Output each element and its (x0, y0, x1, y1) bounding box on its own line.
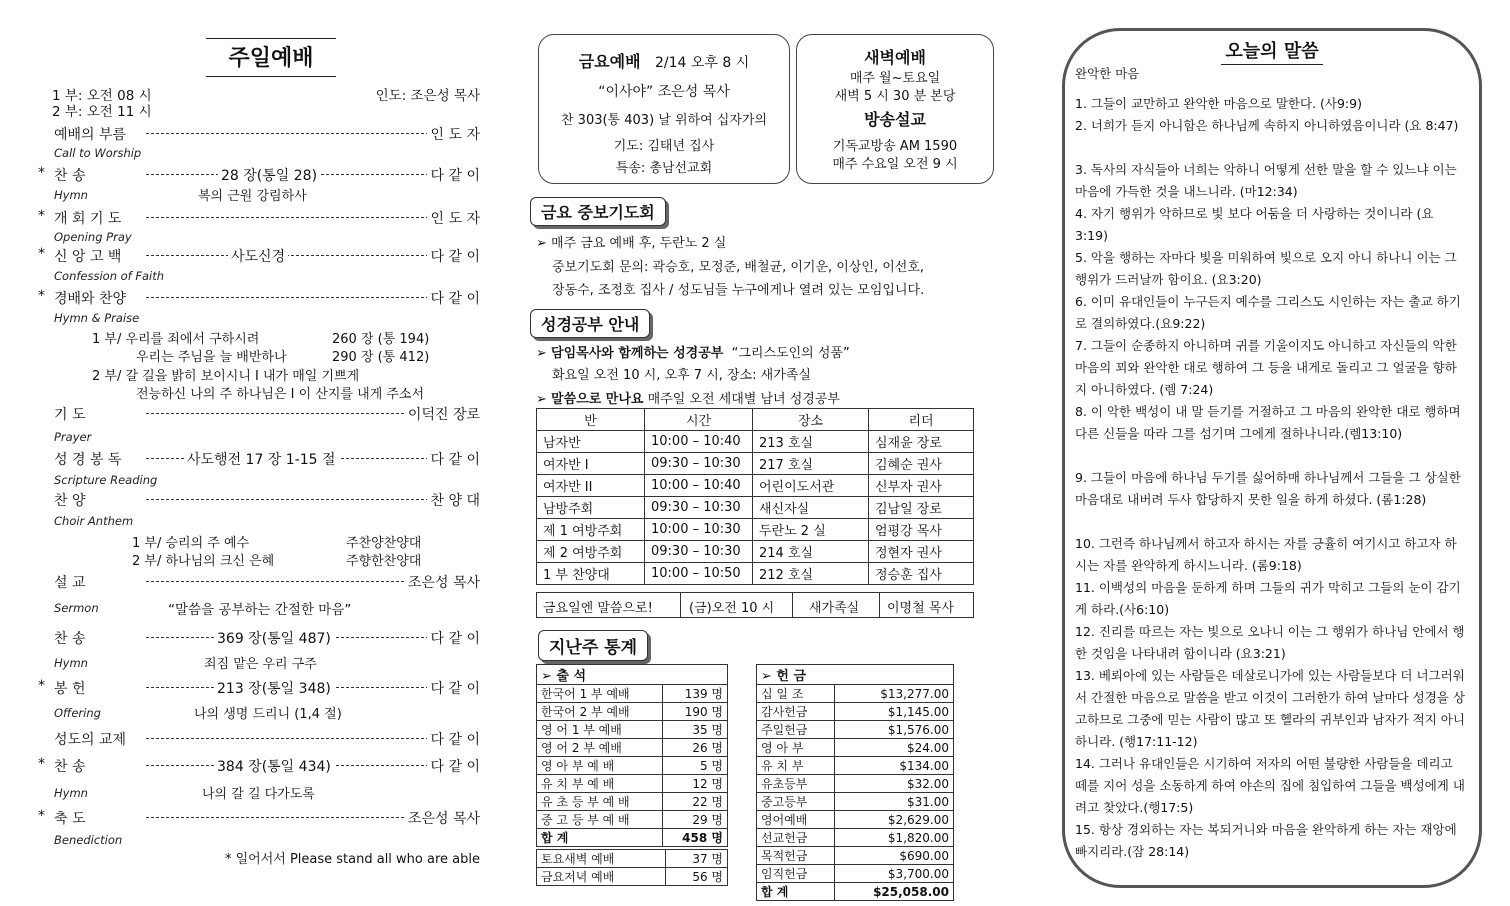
todays-word-title: 오늘의 말씀 (1221, 41, 1322, 65)
item-leader: 다 같 이 (427, 449, 480, 469)
study-b-title: 말씀으로 만나요 (551, 392, 644, 407)
item-detail: 369 장(통일 487) (214, 628, 334, 648)
order-prayer (38, 404, 480, 424)
cell-time: 09:30 – 10:30 (645, 497, 753, 519)
sermon-title: “말씀을 공부하는 간절한 마음” (168, 602, 352, 618)
broadcast-title: 방송설교 (864, 110, 926, 129)
item-leader: 다 같 이 (427, 729, 480, 749)
col-leader: 리더 (869, 409, 974, 431)
verse-13: 13. 베뢰아에 있는 사람들은 데살로니가에 있는 사람들보다 더 너그러워서 간절한 마음으로 말씀을 받고 이것이 그러한가 하여 날마다 성경을 상고하므로 그중에 믿는 사람이 많고 또 헬라의 귀부인과 남자가 적지 아니하니라. (행17:11-12) (1075, 668, 1465, 749)
col-place: 장소 (753, 409, 869, 431)
table-row: 유초등부 $32.00 (757, 775, 954, 793)
item-name: 찬 송 (54, 168, 86, 184)
cell-time: 10:00 – 10:30 (645, 519, 753, 541)
cell-place: 두란노 2 실 (753, 519, 869, 541)
intercession-schedule: 매주 금요 예배 후, 두란노 2 실 (551, 236, 727, 251)
verse-14: 14. 그러나 유대인들은 시기하여 저자의 어떤 불량한 사람들을 데리고 떼를 지어 성을 소동하게 하여 야손의 집에 침입하여 그들을 백성에게 내려고 찾았다.(행17:5) (1075, 756, 1465, 815)
table-row (537, 519, 974, 541)
cell-leader: 김남일 장로 (869, 497, 974, 519)
en-praise: Hymn & Praise (54, 311, 140, 325)
bible-study-table (536, 408, 974, 585)
item-name: 성 경 봉 독 (54, 452, 122, 468)
table-header-row (537, 409, 974, 431)
study-a-line: ➢ 담임목사와 함께하는 성경공부 “그리스도인의 성품” (536, 346, 850, 361)
friday-preacher: 조은성 목사 (657, 84, 730, 100)
todays-word-subtitle: 완악한 마음 (1075, 66, 1140, 81)
hymn-3-title: 나의 갈 길 다가도록 (202, 787, 315, 802)
choir-line-1-group: 주찬양찬양대 (346, 536, 422, 551)
cell-time: 10:00 – 10:40 (645, 431, 753, 453)
standing-mark: * (38, 756, 45, 772)
standing-mark: * (38, 246, 45, 262)
praise-line-2-song: 290 장 (통 412) (332, 350, 430, 365)
praise-line-3: 2 부/ 갈 길을 밝히 보이시니 I 내가 매일 기쁘게 (92, 369, 360, 384)
item-name: 찬 송 (54, 759, 86, 775)
cell-class: 1 부 찬양대 (537, 563, 645, 585)
sunday-worship-title: 주일예배 (206, 38, 336, 77)
broadcast-time: 매주 수요일 오전 9 시 (832, 157, 958, 172)
en-benediction: Benediction (54, 833, 123, 847)
intercession-line-1: ➢ 매주 금요 예배 후, 두란노 2 실 (536, 236, 727, 251)
table-row: 중 고 등 부 예 배 29 명 (537, 811, 728, 829)
friday-special-song: 특송: 총남선교회 (615, 161, 713, 176)
item-leader: 인 도 자 (427, 124, 480, 144)
item-leader: 조은성 목사 (404, 808, 480, 828)
choir-line-1: 1 부/ 승리의 주 예수 (132, 536, 250, 551)
item-name: 찬 양 (54, 493, 86, 509)
standing-mark: * (38, 808, 45, 824)
verse-2: 2. 너희가 듣지 아니함은 하나님께 속하지 아니하였음이니라 (요 8:47) (1075, 118, 1459, 133)
study-a-schedule: 화요일 오전 10 시, 오후 7 시, 장소: 새가족실 (552, 368, 811, 383)
table-row (537, 497, 974, 519)
stats-title: 지난주 통계 (538, 630, 648, 661)
order-hymn-2 (38, 628, 480, 648)
item-detail: 사도신경 (228, 246, 288, 266)
cell-place: 새신자실 (753, 497, 869, 519)
verse-11: 11. 이백성의 마음을 둔하게 하며 그들의 귀가 막히고 그들의 눈이 감기게 하라.(사6:10) (1075, 580, 1461, 617)
cell-place: 214 호실 (753, 541, 869, 563)
study-a-title: 담임목사와 함께하는 성경공부 (551, 346, 724, 361)
verse-9: 9. 그들이 마음에 하나님 두기를 싫어하매 하나님께서 그들을 그 상실한 마음대로 내버려 두사 합당하지 못한 일을 하게 하셨다. (롬1:28) (1075, 470, 1461, 507)
table-row (537, 563, 974, 585)
table-row: 목적헌금 $690.00 (757, 847, 954, 865)
cell-time: 10:00 – 10:40 (645, 475, 753, 497)
cell-leader: 정승훈 집사 (869, 563, 974, 585)
dawn-title: 새벽예배 (864, 48, 926, 67)
order-creed (38, 246, 480, 266)
service-time-1: 1 부: 오전 08 시 (52, 88, 152, 104)
table-row: 선교헌금 $1,820.00 (757, 829, 954, 847)
item-name: 성도의 교제 (54, 732, 127, 748)
dawn-days: 매주 월~토요일 (849, 71, 941, 86)
friday-prayer: 기도: 김태년 집사 (613, 139, 715, 154)
item-name: 축 도 (54, 811, 86, 827)
cell-leader: 정현자 권사 (869, 541, 974, 563)
item-name: 예배의 부름 (54, 127, 127, 143)
order-praise (38, 288, 480, 308)
order-scripture (38, 449, 480, 469)
item-leader: 다 같 이 (427, 288, 480, 308)
praise-line-1: 1 부/ 우리를 죄에서 구하시려 (92, 332, 260, 347)
cell-class: 남자반 (537, 431, 645, 453)
cell-place: 217 호실 (753, 453, 869, 475)
hymn-1-title: 복의 근원 강림하사 (198, 189, 307, 204)
table-row: 영 아 부 $24.00 (757, 739, 954, 757)
friday-hymn: 찬 303(통 403) 날 위하여 십자가의 (560, 113, 767, 128)
en-creed: Confession of Faith (54, 269, 165, 283)
table-row (537, 431, 974, 453)
praise-line-1-song: 260 장 (통 194) (332, 332, 430, 347)
order-sermon (38, 572, 480, 592)
table-row: 감사헌금 $1,145.00 (757, 703, 954, 721)
en-scripture: Scripture Reading (54, 473, 158, 487)
table-row: 임직헌금 $3,700.00 (757, 865, 954, 883)
study-b-line: ➢ 말씀으로 만나요 매주일 오전 세대별 남녀 성경공부 (536, 392, 840, 407)
attendance-total: 합 계 458 명 (537, 829, 728, 847)
study-b-desc: 매주일 오전 세대별 남녀 성경공부 (647, 392, 840, 407)
hymn-2-title: 죄짐 맡은 우리 구주 (204, 657, 317, 672)
cell-class: 여자반 II (537, 475, 645, 497)
en-hymn-1: Hymn (54, 188, 88, 202)
item-name: 찬 송 (54, 631, 86, 647)
en-hymn-2: Hymn (54, 656, 88, 670)
item-detail: 384 장(통일 434) (214, 756, 334, 776)
item-name: 봉 헌 (54, 681, 86, 697)
col-time: 시간 (645, 409, 753, 431)
item-detail: 28 장(통일 28) (218, 165, 320, 185)
verse-4: 4. 자기 행위가 악하므로 빛 보다 어둠을 더 사랑하는 것이니라 (요 3:19) (1075, 206, 1434, 243)
verse-10: 10. 그런즉 하나님께서 하고자 하시는 자를 긍휼히 여기시고 하고자 하시는 자를 완악하게 하시느니라. (롬9:18) (1075, 536, 1457, 573)
extra-attendance-table (536, 849, 728, 886)
offering-table (756, 664, 954, 901)
friday-sermon-title: “이사야” (598, 84, 654, 100)
friday-title: 금요예배 (578, 52, 641, 71)
verse-12: 12. 진리를 따르는 자는 빛으로 오나니 이는 그 행위가 하나님 안에서 행한 것임을 나타내려 함이니라 (요3:21) (1075, 624, 1465, 661)
item-leader: 인 도 자 (427, 208, 480, 228)
friday-study-bar (536, 592, 974, 618)
table-row: 영 아 부 예 배 5 명 (537, 757, 728, 775)
offering-hymn-title: 나의 생명 드리니 (1,4 절) (194, 707, 342, 722)
offering-header (757, 665, 954, 685)
dawn-service-box (796, 34, 994, 184)
friday-study-place: 새가족실 (809, 601, 860, 616)
order-opening-prayer (38, 208, 480, 228)
friday-study-leader: 이명철 목사 (887, 601, 954, 616)
en-hymn-3: Hymn (54, 786, 88, 800)
table-row: 한국어 2 부 예배 190 명 (537, 703, 728, 721)
praise-line-4: 전능하신 나의 주 하나님은 I 이 산지를 내게 주소서 (136, 387, 425, 402)
item-leader: 찬 양 대 (427, 490, 480, 510)
friday-date: 2/14 오후 8 시 (655, 55, 750, 71)
cell-class: 제 1 여방주회 (537, 519, 645, 541)
item-leader: 다 같 이 (427, 756, 480, 776)
cell-time: 09:30 – 10:30 (645, 453, 753, 475)
item-detail: 사도행전 17 장 1-15 절 (184, 449, 339, 469)
verse-6: 6. 이미 유대인들이 누구든지 예수를 그리스도 시인하는 자는 출교 하기로 결의하였다.(요9:22) (1075, 294, 1461, 331)
sunday-worship-order (38, 30, 488, 890)
verse-7: 7. 그들이 순종하지 아니하며 귀를 기울이지도 아니하고 자신들의 악한 마음의 꾀와 완악한 대로 행하여 그 등을 내게로 돌리고 그 얼굴을 향하지 아니하였다. (렘 7:24) (1075, 338, 1457, 397)
standing-mark: * (38, 288, 45, 304)
cell-class: 여자반 I (537, 453, 645, 475)
cell-place: 213 호실 (753, 431, 869, 453)
table-row: 십 일 조 $13,277.00 (757, 685, 954, 703)
item-leader: 다 같 이 (427, 165, 480, 185)
cell-leader: 심재윤 장로 (869, 431, 974, 453)
verse-1: 1. 그들이 교만하고 완악한 마음으로 말한다. (사9:9) (1075, 96, 1362, 111)
service-time-2: 2 부: 오전 11 시 (52, 104, 152, 120)
item-detail: 213 장(통일 348) (214, 678, 334, 698)
item-leader: 다 같 이 (427, 678, 480, 698)
item-name: 신 앙 고 백 (54, 249, 122, 265)
verse-3: 3. 독사의 자식들아 너희는 악하니 어떻게 선한 말을 할 수 있느냐 이는 마음에 가득한 것을 내느니라. (마12:34) (1075, 162, 1457, 199)
table-row: 유 초 등 부 예 배 22 명 (537, 793, 728, 811)
item-leader: 다 같 이 (427, 628, 480, 648)
intercession-line-2: 중보기도회 문의: 곽승호, 모정준, 배철균, 이기운, 이상인, 이선호, (552, 260, 925, 275)
item-name: 경배와 찬양 (54, 291, 127, 307)
verse-5: 5. 악을 행하는 자마다 빛을 미워하여 빛으로 오지 아니 하나니 이는 그 행위가 드러날까 함이요. (요3:20) (1075, 250, 1457, 287)
item-leader: 조은성 목사 (404, 572, 480, 592)
en-opening-prayer: Opening Pray (54, 230, 132, 244)
en-prayer: Prayer (54, 430, 92, 444)
offering-total: 합 계 $25,058.00 (757, 883, 954, 901)
verse-15: 15. 항상 경외하는 자는 복되거니와 마음을 완악하게 하는 자는 재앙에 빠지리라.(잠 28:14) (1075, 822, 1457, 859)
intercession-title: 금요 중보기도회 (530, 197, 666, 226)
order-call-to-worship (38, 124, 480, 144)
table-row: 한국어 1 부 예배 139 명 (537, 685, 728, 703)
friday-study-name: 금요일엔 말씀으로! (543, 601, 653, 616)
col-class: 반 (537, 409, 645, 431)
friday-service-box (538, 34, 790, 184)
item-leader: 다 같 이 (427, 246, 480, 266)
offering-title: ➢ 헌 금 (757, 665, 954, 685)
table-row: 중고등부 $31.00 (757, 793, 954, 811)
item-name: 기 도 (54, 407, 86, 423)
en-offering: Offering (54, 706, 101, 720)
cell-class: 남방주회 (537, 497, 645, 519)
table-row: 유 치 부 예 배 12 명 (537, 775, 728, 793)
item-name: 개 회 기 도 (54, 211, 122, 227)
cell-leader: 신부자 권사 (869, 475, 974, 497)
choir-line-2: 2 부/ 하나님의 크신 은혜 (132, 554, 275, 569)
order-fellowship (38, 729, 480, 749)
en-anthem: Choir Anthem (54, 514, 134, 528)
attendance-title: ➢ 출 석 (537, 665, 728, 685)
item-name: 설 교 (54, 575, 86, 591)
table-row: 주일헌금 $1,576.00 (757, 721, 954, 739)
order-offering (38, 678, 480, 698)
leader-label: 인도: 조은성 목사 (375, 88, 480, 104)
standing-mark: * (38, 165, 45, 181)
order-hymn-1 (38, 165, 480, 185)
verse-8: 8. 이 악한 백성이 내 말 듣기를 거절하고 그 마음의 완악한 대로 행하며 다른 신들을 따라 그를 섬기며 그에게 절하나니라.(렘13:10) (1075, 404, 1461, 441)
praise-line-2: 우리는 주님을 늘 배반하나 (136, 350, 287, 365)
cell-time: 09:30 – 10:30 (645, 541, 753, 563)
cell-place: 어린이도서관 (753, 475, 869, 497)
table-row: 영 어 1 부 예배 35 명 (537, 721, 728, 739)
table-row: 토요새벽 예배 37 명 (537, 850, 728, 868)
table-row: 영 어 2 부 예배 26 명 (537, 739, 728, 757)
cell-leader: 김혜순 권사 (869, 453, 974, 475)
standing-mark: * (38, 208, 45, 224)
order-benediction (38, 808, 480, 828)
standing-footnote: * 일어서서 Please stand all who are able (224, 852, 480, 867)
dawn-time: 새벽 5 시 30 분 본당 (834, 89, 956, 104)
cell-class: 제 2 여방주회 (537, 541, 645, 563)
friday-study-time: (금)오전 10 시 (689, 601, 775, 616)
en-call-to-worship: Call to Worship (54, 146, 142, 160)
study-a-subject: “그리스도인의 성품” (731, 346, 850, 361)
table-row (537, 541, 974, 563)
intercession-line-3: 장동수, 조정호 집사 / 성도님들 누구에게나 열려 있는 모임입니다. (552, 283, 925, 298)
order-anthem (38, 490, 480, 510)
todays-word-panel (1062, 28, 1482, 888)
standing-mark: * (38, 678, 45, 694)
cell-time: 10:00 – 10:50 (645, 563, 753, 585)
en-sermon: Sermon (54, 601, 99, 615)
table-row: 유 치 부 $134.00 (757, 757, 954, 775)
table-row: 금요저녁 예배 56 명 (537, 868, 728, 886)
table-row (537, 475, 974, 497)
cell-leader: 엄평강 목사 (869, 519, 974, 541)
broadcast-station: 기독교방송 AM 1590 (832, 139, 958, 154)
order-hymn-3 (38, 756, 480, 776)
bible-study-title: 성경공부 안내 (530, 309, 650, 338)
attendance-header (537, 665, 728, 685)
item-leader: 이덕진 장로 (404, 404, 480, 424)
choir-line-2-group: 주향한찬양대 (346, 554, 422, 569)
table-row: 영어예배 $2,629.00 (757, 811, 954, 829)
cell-place: 212 호실 (753, 563, 869, 585)
attendance-table (536, 664, 728, 847)
table-row (537, 453, 974, 475)
